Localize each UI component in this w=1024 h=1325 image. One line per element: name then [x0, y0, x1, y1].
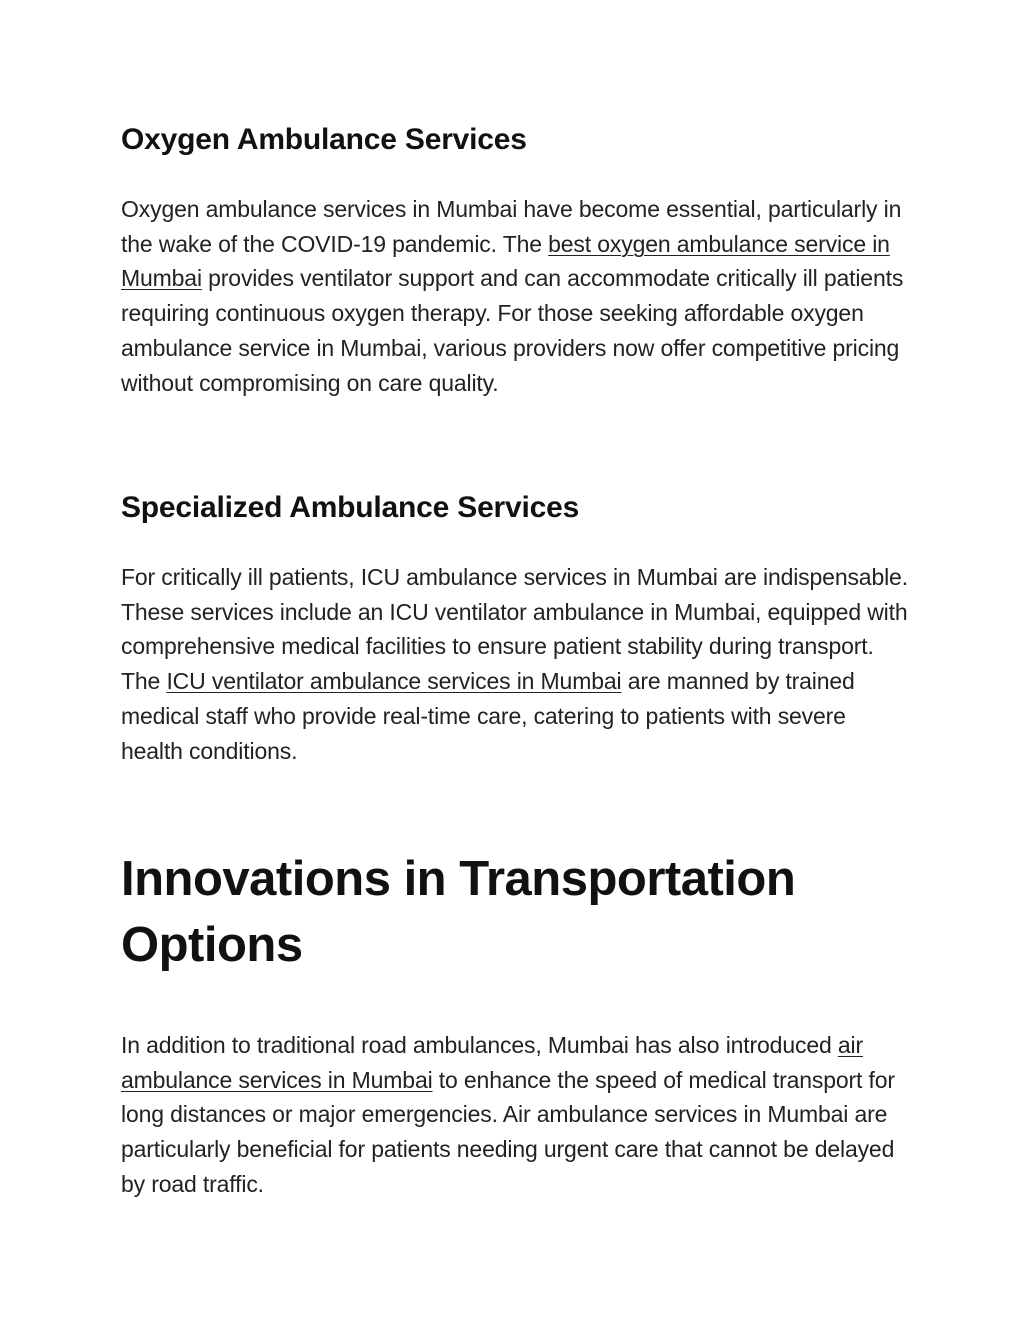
section-heading-oxygen-ambulance: Oxygen Ambulance Services	[121, 123, 527, 156]
section-heading-innovations: Innovations in Transportation Options	[121, 852, 796, 972]
section-paragraph-oxygen-ambulance	[121, 192, 911, 400]
paragraph-text: provides ventilator support and can accommodate critically ill patients requiring continuous oxygen therapy. For those seeking affordable oxygen ambulance service in Mumbai, various providers now offer competitive pricing without compromising on care quality.	[121, 265, 904, 396]
link-icu-ventilator-ambulance[interactable]: ICU ventilator ambulance services in Mumbai	[166, 668, 622, 695]
paragraph-text: to enhance the speed of medical transport for long distances or major emergencies. Air ambulance services in Mumbai are particularly beneficial for patients needing urgent care that cannot be delayed by road traffic.	[121, 1066, 895, 1197]
link-air-ambulance[interactable]: air ambulance services in Mumbai	[121, 1032, 863, 1093]
section-paragraph-innovations	[121, 1028, 911, 1202]
section-paragraph-specialized-ambulance	[121, 560, 911, 768]
paragraph-text: Oxygen ambulance services in Mumbai have become essential, particularly in the wake of the COVID-19 pandemic. The	[121, 196, 902, 257]
section-heading-specialized-ambulance: Specialized Ambulance Services	[121, 491, 580, 524]
link-best-oxygen-ambulance[interactable]: best oxygen ambulance service in Mumbai	[121, 230, 890, 292]
paragraph-text: are manned by trained medical staff who provide real-time care, catering to patients with severe health conditions.	[121, 668, 855, 764]
paragraph-text: For critically ill patients, ICU ambulance services in Mumbai are indispensable. These services include an ICU ventilator ambulance in Mumbai, equipped with comprehensive medical facilities to ensure patient stability during transport. The	[121, 564, 908, 695]
paragraph-text: In addition to traditional road ambulances, Mumbai has also introduced	[121, 1032, 838, 1058]
